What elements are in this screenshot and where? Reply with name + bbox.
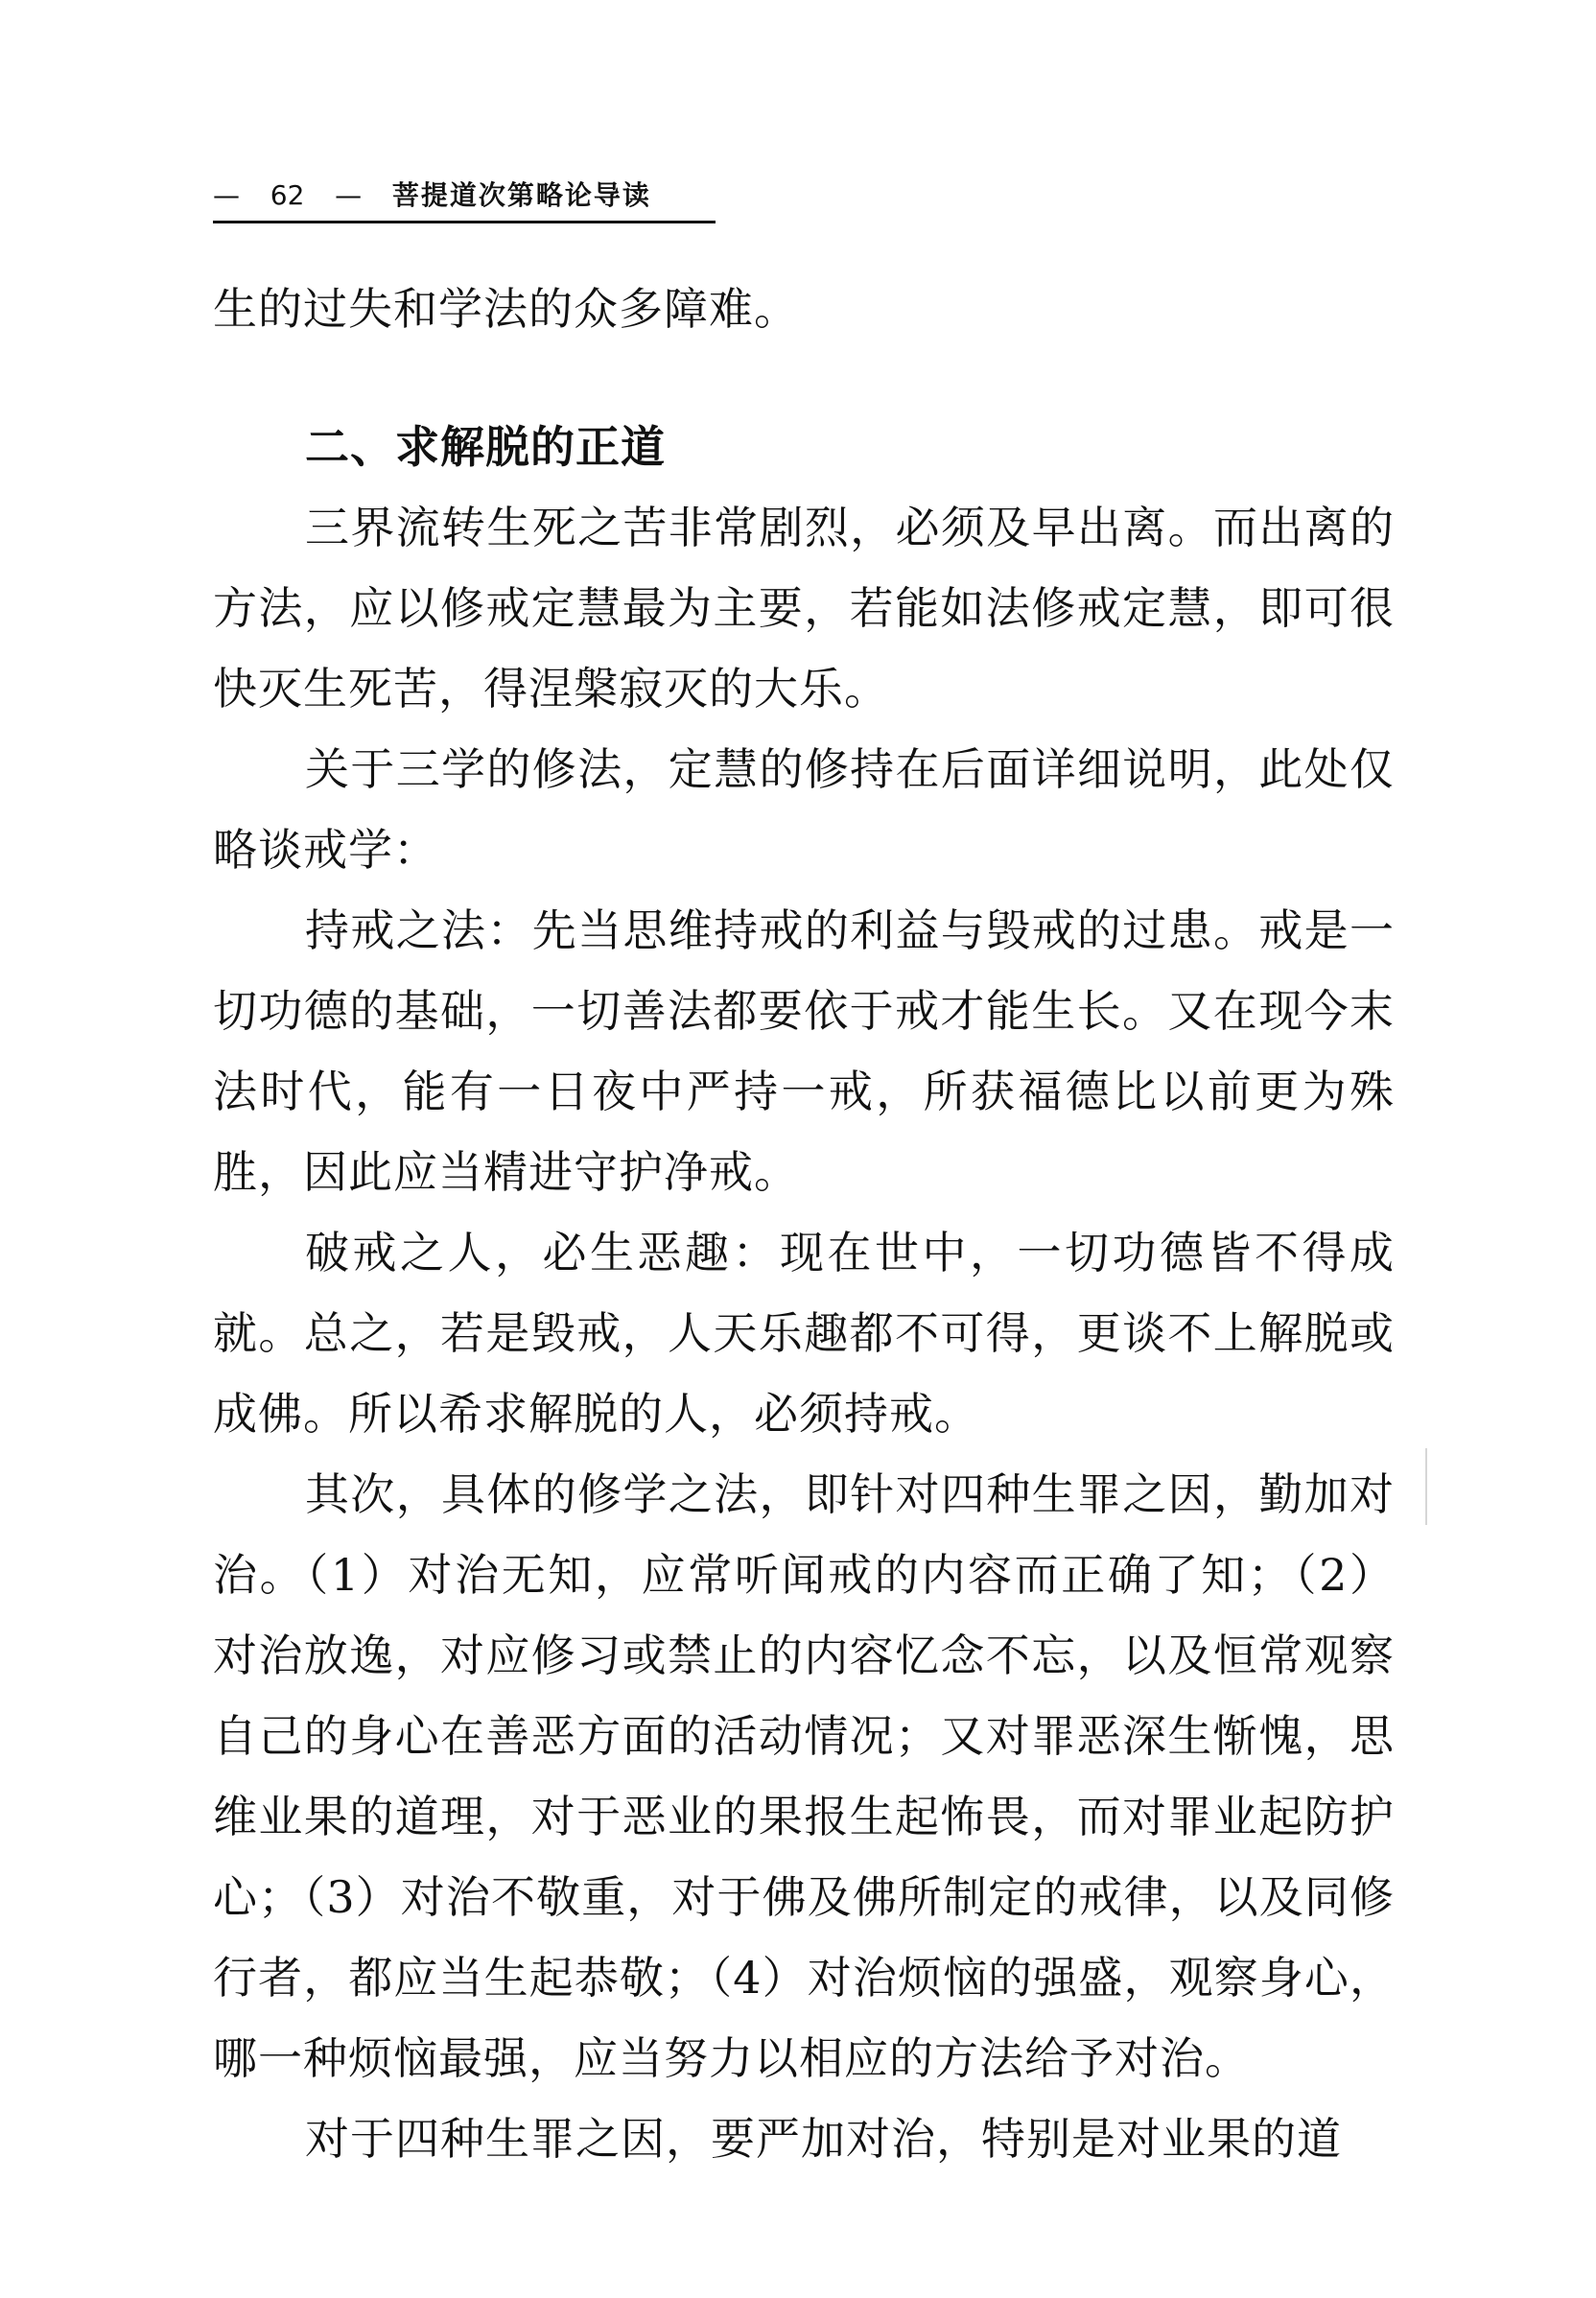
header-dash-left: — (213, 179, 240, 211)
scan-margin-mark (1425, 1448, 1427, 1525)
paragraph-1: 三界流转生死之苦非常剧烈，必须及早出离。而出离的方法，应以修戒定慧最为主要，若能如法修戒定慧，即可很快灭生死苦，得涅槃寂灭的大乐。 (213, 502, 1395, 715)
section-gap (213, 349, 1395, 407)
carryover-paragraph: 生的过失和学法的众多障难。 (213, 283, 799, 335)
book-title: 菩提道次第略论导读 (391, 179, 651, 211)
running-header (213, 171, 716, 223)
header-dash-right: — (335, 179, 363, 211)
paragraph-2: 关于三学的修法，定慧的修持在后面详细说明，此处仅略谈戒学： (213, 743, 1395, 876)
paragraph-4: 破戒之人，必生恶趣：现在世中，一切功德皆不得成就。总之，若是毁戒，人天乐趣都不可得，更谈不上解脱或成佛。所以希求解脱的人，必须持戒。 (213, 1227, 1395, 1440)
section-heading: 二、求解脱的正道 (305, 421, 666, 473)
page-number: 62 (270, 179, 305, 211)
paragraph-5: 其次，具体的修学之法，即针对四种生罪之因，勤加对治。（1）对治无知，应常听闻戒的内容而正确了知；（2）对治放逸，对应修习或禁止的内容忆念不忘，以及恒常观察自己的身心在善恶方面的活动情况；又对罪恶深生惭愧，思维业果的道理，对于恶业的果报生起怖畏，而对罪业起防护心；（3）对治不敬重，对于佛及佛所制定的戒律，以及同修行者，都应当生起恭敬；（4）对治烦恼的强盛，观察身心，哪一种烦恼最强，应当努力以相应的方法给予对治。 (213, 1468, 1395, 2084)
paragraph-6: 对于四种生罪之因，要严加对治，特别是对业果的道 (305, 2113, 1342, 2165)
paragraph-3: 持戒之法：先当思维持戒的利益与毁戒的过患。戒是一切功德的基础，一切善法都要依于戒才能生长。又在现今末法时代，能有一日夜中严持一戒，所获福德比以前更为殊胜，因此应当精进守护净戒。 (213, 904, 1395, 1198)
page-body (213, 269, 1395, 2179)
